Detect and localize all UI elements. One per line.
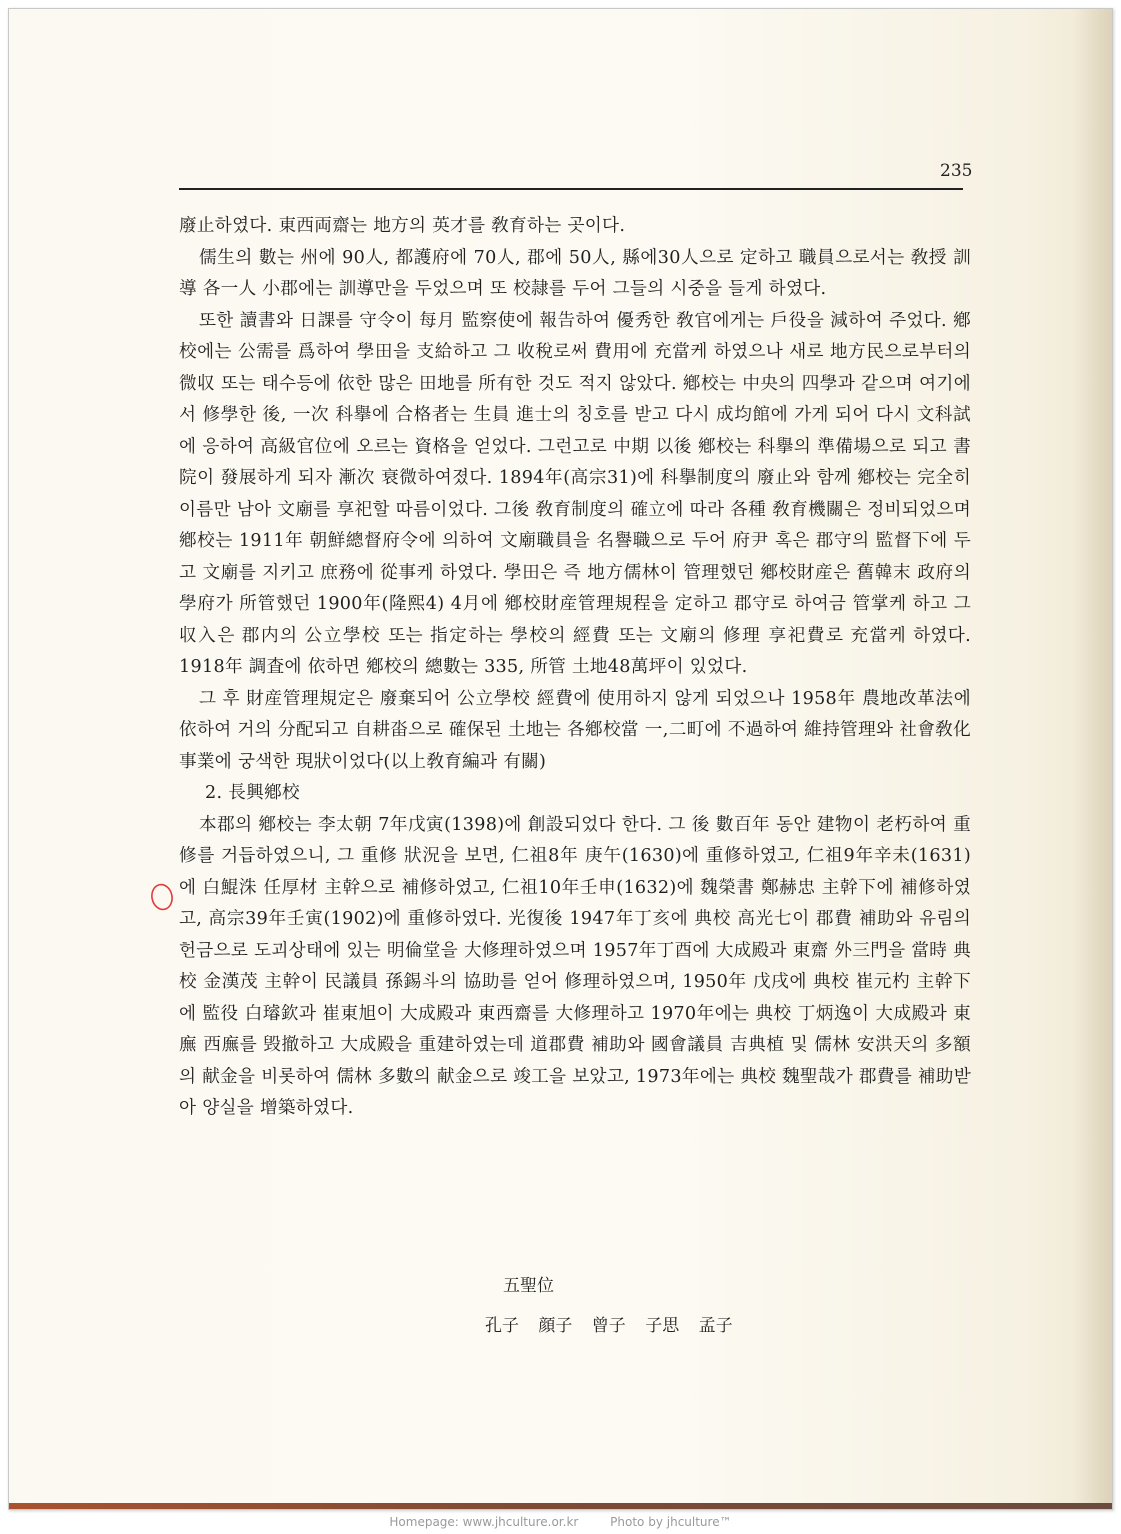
red-circle-annotation (149, 882, 175, 912)
paragraph: 本郡의 鄕校는 李太朝 7年戊寅(1398)에 創設되었다 한다. 그 後 數百年 동안 建物이 老朽하여 重修를 거듭하였으니, 그 重修 狀況을 보면, 仁祖8年 庚午(1630)에 重修하였고, 仁祖9年辛未(1631)에 白鯤洙 任厚材 主幹으로 補修하였고, 仁祖10年壬申(1632)에 魏榮書 鄭赫忠 主幹下에 補修하였고, 高宗39年壬寅(1902)에 重修하였다. 光復後 1947年丁亥에 典校 高光七이 郡費 補助와 유림의 헌금으로 도괴상태에 있는 明倫堂을 大修理하였으며 1957年丁酉에 大成殿과 東齋 外三門을 當時 典校 金漢茂 主幹이 民議員 孫錫斗의 協助를 얻어 修理하였으며, 1950年 戊戌에 典校 崔元杓 主幹下에 監役 白璿欽과 崔東旭이 大成殿과 東西齋를 大修理하고 1970年에는 典校 丁炳逸이 大成殿과 東廡 西廡를 毁撤하고 大成殿을 重建하였는데 道郡費 補助와 國會議員 吉典植 및 儒林 安洪天의 多額의 献金을 비롯하여 儒林 多數의 献金으로 竣工을 보았고, 1973年에는 典校 魏聖哉가 郡費를 補助받아 양실을 增築하였다. (179, 814, 971, 1118)
footer (0, 1515, 1121, 1529)
header-rule (179, 188, 963, 190)
five-sages-list: 孔子 顔子 曾子 子思 孟子 (485, 1316, 733, 1336)
paragraph: 그 후 財産管理規定은 廢棄되어 公立學校 經費에 使用하지 않게 되었으나 1958年 農地改革法에 依하여 거의 分配되고 自耕畓으로 確保된 土地는 各鄕校當 一,二町에 不過하여 維持管理와 社會敎化事業에 궁색한 現狀이었다(以上敎育編과 有關) (179, 688, 971, 772)
paragraph: 또한 讀書와 日課를 守令이 每月 監察使에 報告하여 優秀한 敎官에게는 戶役을 減하여 주었다. 鄕校에는 公需를 爲하여 學田을 支給하고 그 收稅로써 費用에 充當케 하였으나 새로 地方民으로부터의 微収 또는 태수등에 依한 많은 田地를 所有한 것도 적지 않았다. 鄕校는 中央의 四學과 같으며 여기에서 修學한 後, 一次 科擧에 合格者는 生員 進士의 칭호를 받고 다시 成均館에 가게 되어 다시 文科試에 응하여 高級官位에 오르는 資格을 얻었다. 그런고로 中期 以後 鄕校는 科擧의 準備場으로 되고 書院이 發展하게 되자 漸次 衰微하여졌다. 1894年(高宗31)에 科擧制度의 廢止와 함께 鄕校는 完全히 이름만 남아 文廟를 享祀할 따름이었다. 그後 敎育制度의 確立에 따라 各種 敎育機關은 정비되었으며 鄕校는 1911年 朝鮮總督府令에 의하여 文廟職員을 名譽職으로 두어 府尹 혹은 郡守의 監督下에 두고 文廟를 지키고 庶務에 從事케 하였다. 學田은 즉 地方儒林이 管理했던 鄕校財産은 舊韓末 政府의 學府가 所管했던 1900年(隆熙4) 4月에 鄕校財産管理規程을 定하고 郡守로 하여금 管掌케 하고 그 収入은 郡内의 公立學校 또는 指定하는 學校의 經費 또는 文廟의 修理 享祀費로 充當케 하였다. 1918年 調査에 依하면 鄕校의 總數는 335, 所管 土地48萬坪이 있었다. (179, 310, 971, 677)
scan-shadow-edge (1074, 9, 1112, 1509)
body-text (179, 211, 971, 1125)
section-heading: 2. 長興鄕校 (205, 783, 300, 803)
five-sages-heading: 五聖位 (503, 1276, 554, 1296)
paragraph: 儒生의 數는 州에 90人, 都護府에 70人, 郡에 50人, 縣에30人으로 定하고 職員으로서는 敎授 訓導 各一人 小郡에는 訓導만을 두었으며 또 校隷를 두어 그들의 시중을 들게 하였다. (179, 247, 971, 299)
scan-bottom-edge (9, 1503, 1112, 1509)
footer-homepage: Homepage: www.jhculture.or.kr (389, 1515, 579, 1529)
footer-photo-credit: Photo by jhculture™ (610, 1515, 732, 1529)
page-number: 235 (940, 161, 973, 181)
scanned-page-frame (8, 8, 1113, 1510)
paragraph: 廢止하였다. 東西両齋는 地方의 英才를 敎育하는 곳이다. (179, 216, 626, 236)
